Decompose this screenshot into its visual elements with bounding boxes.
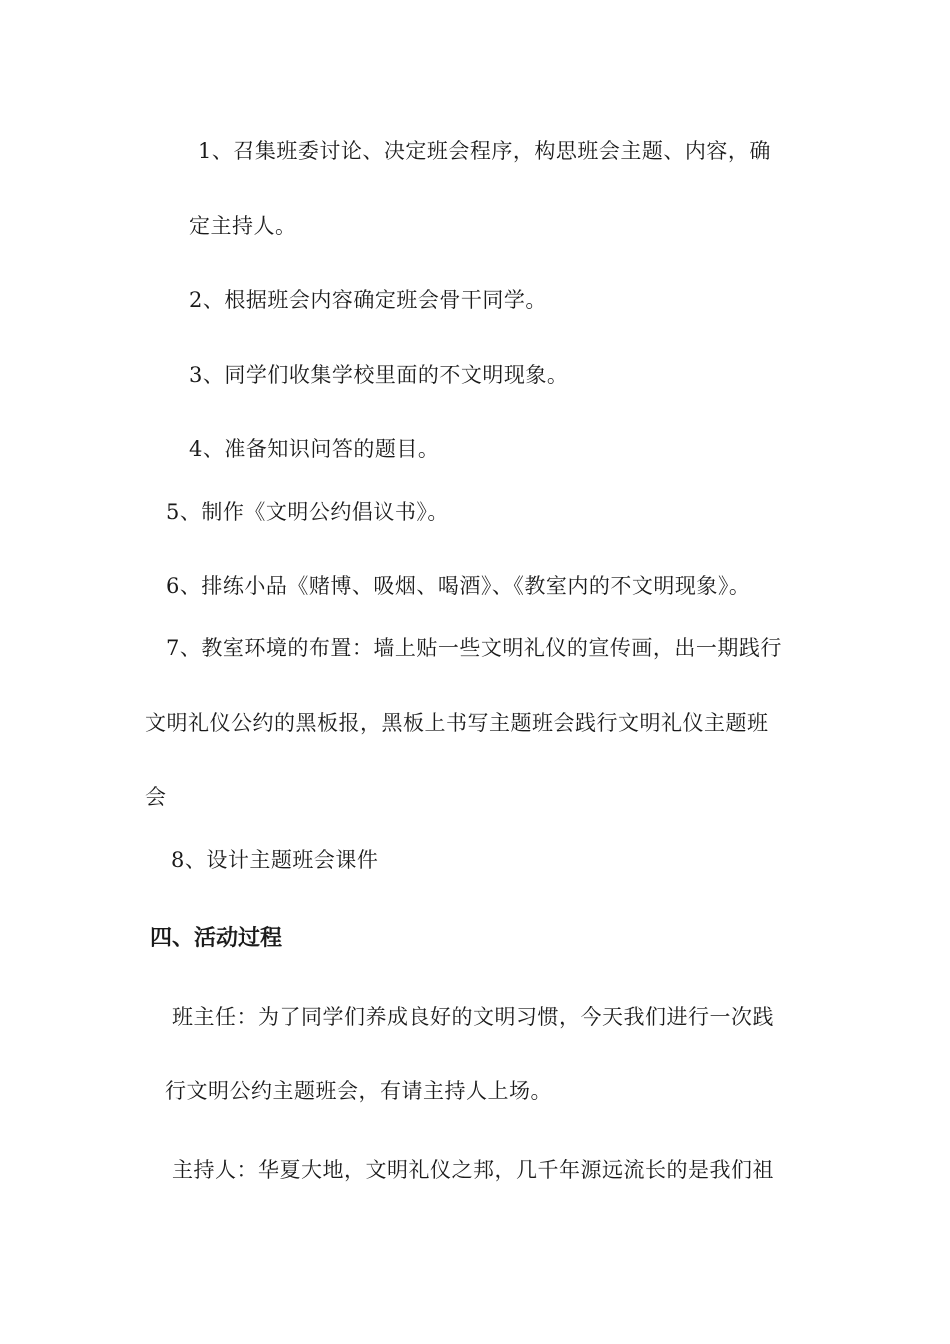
prep-item-5: 5、制作《文明公约倡议书》。	[166, 500, 449, 524]
section-heading: 四、活动过程	[150, 926, 283, 951]
process-line-2: 行文明公约主题班会，有请主持人上场。	[165, 1079, 552, 1103]
prep-item-1: 1、召集班委讨论、决定班会程序，构思班会主题、内容，确	[198, 139, 771, 163]
prep-item-7-continued: 文明礼仪公约的黑板报，黑板上书写主题班会践行文明礼仪主题班	[145, 711, 769, 735]
prep-item-1-continued: 定主持人。	[189, 214, 297, 238]
prep-item-7-end: 会	[145, 785, 167, 809]
prep-item-8: 8、设计主题班会课件	[171, 848, 379, 872]
process-line-3: 主持人：华夏大地，文明礼仪之邦，几千年源远流长的是我们祖	[172, 1158, 774, 1182]
prep-item-7: 7、教室环境的布置：墙上贴一些文明礼仪的宣传画，出一期践行	[166, 636, 782, 660]
prep-item-2: 2、根据班会内容确定班会骨干同学。	[189, 288, 547, 312]
prep-item-4: 4、准备知识问答的题目。	[189, 437, 440, 461]
process-line-1: 班主任：为了同学们养成良好的文明习惯，今天我们进行一次践	[172, 1005, 774, 1029]
prep-item-3: 3、同学们收集学校里面的不文明现象。	[189, 363, 569, 387]
prep-item-6: 6、排练小品《赌博、吸烟、喝酒》、《教室内的不文明现象》。	[166, 574, 751, 598]
